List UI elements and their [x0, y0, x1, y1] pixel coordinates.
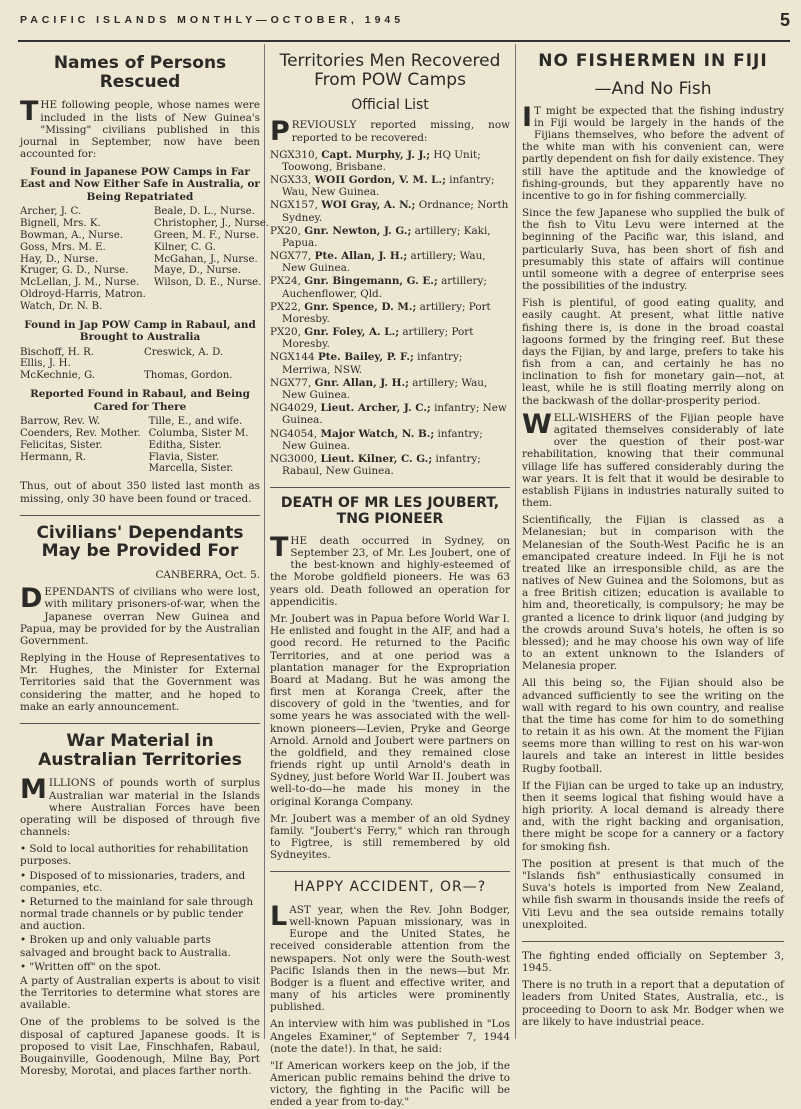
paragraph: Since the few Japanese who supplied the bulk of the fish to Vitu Levu were interned at the beginning of the Pacific war, this island, and particularly Suva, has been short of fish and presumably this state of affairs will continue until someone with a degree of enterprise sees the possibilities of the industry. [522, 207, 784, 293]
name-entry: Watch, Dr. N. B. [20, 301, 103, 313]
unit-location: artillery; Port Moresby. [282, 300, 491, 325]
unit-location: infantry; Wau, New Guinea. [282, 174, 495, 199]
soldier-name: Pte. Bailey, P. F.; [317, 351, 414, 364]
list-item [270, 225, 510, 249]
name-entry [154, 301, 269, 313]
list-item [270, 428, 510, 452]
paragraph: If the Fijian can be urged to take up an industry, then it seems logical that fishing would have a high priority. A local demand is already there and, with the right backing and organisation, there might be scope for a cannery or a factory for smoking fish. [522, 779, 784, 853]
name-entry: Beale, D. L., Nurse. [153, 205, 255, 217]
paragraph: Thus, out of about 350 listed last month as missing, only 30 have been found or traced. [20, 480, 260, 505]
soldier-name: Major Watch, N. B.; [320, 427, 435, 440]
article-divider [270, 871, 510, 872]
paragraph: Fish is plentiful, of good eating quality, and easily caught. At present, what little native fishing there is, is done in the broad coastal lagoons formed by the fringing reef. But these days the Fijian, by and large, prefers to take his fish from a can, and certainly he has no inclination to fish for monetary gain—not, at least, while he is still floating merrily along on the backwash of the dollar-prosperity period. [522, 297, 784, 407]
article-title-names-rescued: Names of Persons Rescued [53, 53, 227, 92]
paragraph: "If American workers keep on the job, if the American public remains behind the drive to victory, the fighting in the Pacific will be ended a year from to-day." [270, 1059, 510, 1109]
paragraph: THE following people, whose names were included in the lists of New Guinea's "Missing" civilians published in this journal in September, now have been accounted for: [20, 96, 260, 161]
list-item [270, 301, 510, 325]
name-entry [144, 358, 260, 370]
name-entry: Hay, D., Nurse. [20, 253, 99, 265]
name-entry: Archer, J. C. [20, 205, 82, 217]
name-entry: Tille, E., and wife. [148, 415, 243, 427]
bullet-item: • Broken up and only valuable parts salvaged and brought back to Australia. [20, 934, 231, 959]
name-entry: Bignell, Mrs. K. [20, 217, 101, 229]
name-entry: McLellan, J. M., Nurse. [20, 277, 140, 289]
section-heading: Found in Jap POW Camp in Rabaul, and Brought to Australia [24, 319, 256, 344]
name-entry: Creswick, A. D. [144, 346, 224, 358]
list-item [270, 453, 510, 477]
name-entry: Maye, D., Nurse. [153, 265, 242, 277]
names-list-2 [20, 347, 260, 383]
list-item [270, 250, 510, 274]
service-number: NG4054, [270, 427, 318, 440]
paragraph: WELL-WISHERS of the Fijian people have agitated themselves considerably of late over the question of their post-war rehabilitation, knowing that their communal village life has suffered considerably during the war years. It is felt that it would be desirable to establish Fijians in industries naturally suited to them. [522, 408, 784, 510]
bullet-item: • Returned to the mainland for sale through normal trade channels or by public tender and auction. [20, 895, 254, 933]
list-item [270, 149, 510, 173]
section-heading: Reported Found in Rabaul, and Being Cared for There [30, 388, 250, 413]
name-entry: Marcella, Sister. [148, 463, 234, 475]
service-number: NGX77, [270, 250, 312, 263]
paragraph: One of the problems to be solved is the disposal of captured Japanese goods. It is proposed to visit Lae, Finschhafen, Rabaul, Bougainville, Goodenough, Milne Bay, Port Moresby, Morotai, and places farther north. [20, 1016, 260, 1078]
recovered-list [270, 149, 510, 477]
paragraph: The position at present is that much of the "Islands fish" enthusiastically consumed in Suva's hotels is imported from New Zealand, while fish swarm in thousands inside the reefs of Viti Levu and the sea outside remains totally unexploited. [522, 857, 784, 931]
service-number: PX20, [270, 224, 301, 237]
service-number: PX22, [270, 300, 301, 313]
running-header-text: PACIFIC ISLANDS MONTHLY—OCTOBER, 1945 [20, 14, 405, 26]
article-title-dependants: Civilians' Dependants May be Provided For [36, 522, 244, 562]
name-entry [154, 289, 269, 301]
unit-location: Ordnance; North Sydney. [282, 199, 509, 224]
paragraph: Scientifically, the Fijian is classed as a Melanesian; but in comparison with the Melanesian of the South-West Pacific he is an emancipated creature indeed. In Fiji he is not treated like an irresponsible child, as are the natives of New Guinea and the Solomons, but as a free British citizen; education is available to him and, theoretically, is compulsory; he may be granted a licence to drink liquor (and judging by the crowds around Suva's hotels, he often is so blessed); and he may choose his own way of life to an extent unknown to the Islanders of Melanesia proper. [522, 514, 784, 673]
name-entry: Bischoff, H. R. [20, 346, 94, 358]
service-number: NGX310, [270, 148, 318, 161]
unit-location: infantry; New Guinea. [282, 402, 507, 427]
paragraph: LAST year, when the Rev. John Bodger, well-known Papuan missionary, was in Europe and the United States, he received considerable attention from the newspapers. Not only were the South-west Pacific Islands then in the news—but Mr. Bodger is a fluent and effective writer, and many of his articles were prominently published. [270, 900, 510, 1014]
name-entry: Coenders, Rev. Mother. [20, 427, 141, 439]
soldier-name: Capt. Murphy, J. J.; [321, 148, 431, 161]
paragraph: There is no truth in a report that a deputation of leaders from United States, Australia, etc., is proceeding to Doorn to ask Mr. Bodger when we are likely to have industrial peace. [522, 979, 784, 1028]
column-divider-1 [264, 44, 265, 1039]
names-list-3 [20, 416, 260, 476]
soldier-name: Lieut. Kilner, C. G.; [320, 452, 433, 465]
soldier-name: WOI Gray, A. N.; [321, 199, 416, 212]
unit-location: artillery; Wau, New Guinea. [282, 376, 488, 401]
paragraph: Mr. Joubert was in Papua before World War I. He enlisted and fought in the AIF, and had a good record. He returned to the Pacific Territories, and at one period was a plantation manager for the Expropriation Board at Madang. But he was among the first men at Koranga Creek, after the discovery of gold in the 'twenties, and for some years he was associated with the well-known pioneers—Levien, Pryke and George Arnold. Arnold and Joubert were partners on the goldfield, and they remained close friends right up until Arnold's death in Sydney, just before World War II. Joubert was well-to-do—he made his money in the original Koranga Company. [270, 613, 510, 808]
list-item [270, 351, 510, 375]
name-entry: McKechnie, G. [20, 370, 96, 382]
name-entry: Oldroyd-Harris, Matron. [20, 289, 146, 301]
article-title-war-material: War Material in Australian Territories [38, 730, 242, 770]
name-entry: Thomas, Gordon. [144, 370, 233, 382]
column-right [522, 46, 784, 1039]
soldier-name: WOII Gordon, V. M. L.; [314, 174, 446, 187]
column-divider-2 [515, 44, 516, 1039]
name-entry: Wilson, D. E., Nurse. [153, 277, 262, 289]
bullet-item: • Sold to local authorities for rehabilitation purposes. [20, 843, 249, 868]
name-entry: Bowman, A., Nurse. [20, 229, 124, 241]
paragraph: All this being so, the Fijian should also be advanced sufficiently to see the writing on the wall with regard to his own country, and realise that the time has come for him to do something to retain it as his own. At the moment the Fijian seems more than willing to rest on his war-won laurels and take an interest in little besides Rugby football. [522, 677, 784, 775]
article-subtitle: —And No Fish [594, 78, 712, 99]
service-number: NGX33, [270, 174, 312, 187]
name-entry: Hermann, R. [20, 451, 87, 463]
name-entry: Felicitas, Sister. [20, 439, 103, 451]
paragraph: Replying in the House of Representatives to Mr. Hughes, the Minister for External Territories said that the Government was considering the matter, and he hoped to make an early announcement. [20, 652, 260, 713]
paragraph: Mr. Joubert was a member of an old Sydney family. "Joubert's Ferry," which ran through to Figtree, is still remembered by old Sydneyites. [270, 812, 510, 862]
service-number: PX20, [270, 326, 301, 339]
column-middle [270, 46, 510, 1109]
service-number: NGX144 [270, 351, 315, 364]
name-entry: Kilner, C. G. [153, 241, 216, 253]
paragraph: IT might be expected that the fishing industry in Fiji would be largely in the hands of the Fijians themselves, who before the advent of the white man with his convenient can, were partly dependent on fish for daily existence. They still have the aptitude and the knowledge of fishing-grounds, but they apparently have no incentive to go in for fishing commercially. [522, 101, 784, 202]
column-left [20, 46, 270, 1078]
article-divider [20, 515, 260, 516]
name-entry: McGahan, J., Nurse. [153, 253, 258, 265]
soldier-name: Gnr. Foley, A. L.; [304, 326, 400, 339]
unit-location: artillery; Auchenflower, Qld. [282, 275, 487, 300]
service-number: NGX77, [270, 376, 312, 389]
name-entry: Green, M. F., Nurse. [153, 229, 259, 241]
paragraph: An interview with him was published in "Los Angeles Examiner," of September 7, 1944 (note the date!). In that, he said: [270, 1018, 510, 1055]
article-divider [270, 487, 510, 488]
header-rule [18, 40, 790, 42]
paragraph: MILLIONS of pounds worth of surplus Australian war material in the Islands where Australian Forces have been operating will be disposed of through five channels: [20, 774, 260, 839]
article-divider [20, 723, 260, 724]
list-item [270, 402, 510, 426]
bullet-item: • "Written off" on the spot. [20, 960, 162, 973]
name-entry: Christopher, J., Nurse. [153, 217, 270, 229]
soldier-name: Lieut. Archer, J. C.; [320, 402, 431, 415]
paragraph: PREVIOUSLY reported missing, now reported to be recovered: [270, 116, 510, 148]
dateline: CANBERRA, Oct. 5. [155, 569, 260, 582]
section-heading: Found in Japanese POW Camps in Far East and Now Either Safe in Australia, or Being Repatriated [20, 166, 260, 203]
name-entry: Editha, Sister. [148, 439, 222, 451]
service-number: NG3000, [270, 452, 318, 465]
list-item [270, 174, 510, 198]
name-entry: Kruger, G. D., Nurse. [20, 265, 129, 277]
unit-location: infantry; Merriwa, NSW. [282, 351, 463, 376]
running-header [20, 10, 790, 34]
unit-location: infantry; Rabaul, New Guinea. [282, 452, 481, 478]
article-title-territories-men: Territories Men Recovered From POW Camps [279, 51, 501, 90]
soldier-name: Gnr. Allan, J. H.; [314, 376, 409, 389]
unit-location: HQ Unit; Toowong, Brisbane. [282, 148, 481, 173]
name-entry: Ellis, J. H. [20, 358, 71, 370]
soldier-name: Gnr. Newton, J. G.; [304, 224, 412, 237]
page-number: 5 [779, 10, 790, 30]
service-number: NG4029, [270, 402, 318, 415]
list-item [270, 275, 510, 299]
article-title-joubert: DEATH OF MR LES JOUBERT, TNG PIONEER [280, 495, 500, 527]
paragraph: A party of Australian experts is about to visit the Territories to determine what stores are available. [20, 974, 260, 1012]
service-number: PX24, [270, 275, 301, 288]
paragraph: DEPENDANTS of civilians who were lost, with military prisoners-of-war, when the Japanese overran New Guinea and Papua, may be provided for by the Australian Government. [20, 583, 260, 647]
article-title-happy-accident: HAPPY ACCIDENT, OR—? [293, 879, 487, 896]
unit-location: artillery; Port Moresby. [282, 326, 474, 351]
bullet-item: • Disposed of to missionaries, traders, and companies, etc. [20, 869, 246, 894]
name-entry: Barrow, Rev. W. [20, 415, 101, 427]
soldier-name: Pte. Allan, J. H.; [314, 250, 408, 263]
list-item [270, 199, 510, 223]
article-subtitle: Official List [351, 97, 429, 114]
soldier-name: Gnr. Bingemann, G. E.; [304, 275, 438, 288]
article-divider [522, 941, 784, 942]
soldier-name: Gnr. Spence, D. M.; [304, 300, 417, 313]
service-number: NGX157, [270, 199, 318, 212]
list-item [270, 326, 510, 350]
name-entry: Goss, Mrs. M. E. [20, 241, 106, 253]
unit-location: infantry; New Guinea. [282, 427, 483, 452]
name-entry [20, 463, 141, 475]
list-item [270, 377, 510, 401]
article-title-fiji: NO FISHERMEN IN FIJI [538, 51, 768, 71]
names-list-1 [20, 205, 270, 313]
name-entry: Columba, Sister M. [148, 427, 249, 439]
unit-location: artillery; Kaki, Papua. [282, 224, 491, 249]
paragraph: THE death occurred in Sydney, on September 23, of Mr. Les Joubert, one of the best-known and highly-esteemed of the Morobe goldfield pioneers. He was 63 years old. Death followed an operation for appendicitis. [270, 531, 510, 608]
unit-location: artillery; Wau, New Guinea. [282, 250, 486, 275]
paragraph: The fighting ended officially on September 3, 1945. [522, 949, 784, 975]
name-entry: Flavia, Sister. [148, 451, 220, 463]
